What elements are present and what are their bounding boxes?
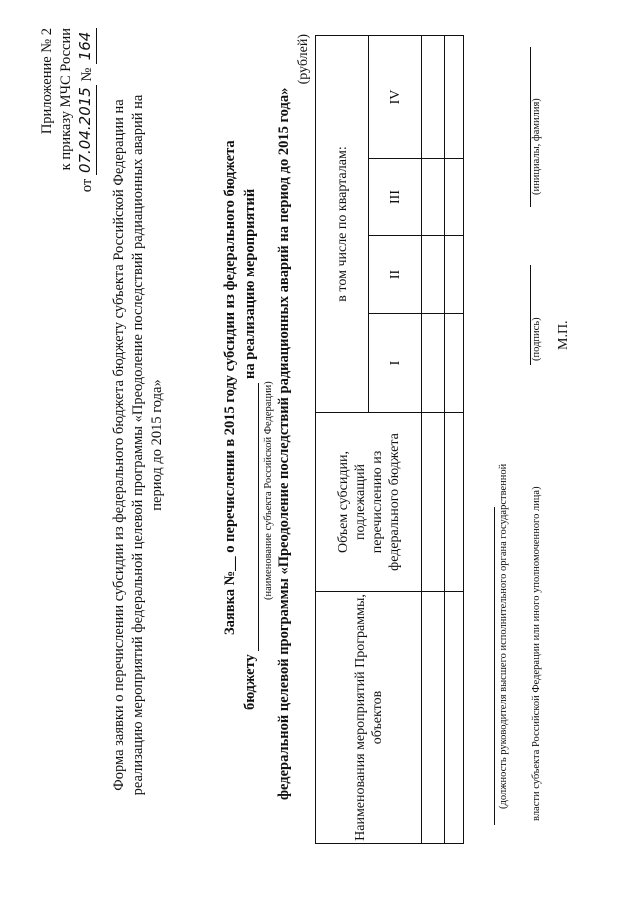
name-caption: (инициалы, фамилия) bbox=[531, 98, 542, 195]
intro-line-2: реализацию мероприятий федеральной целевой программы «Преодоление последствий радиационных аварий на bbox=[130, 94, 146, 796]
order-number: 164 bbox=[76, 31, 94, 61]
table-cell[interactable] bbox=[422, 236, 445, 314]
intro-line-3: период до 2015 года» bbox=[149, 379, 165, 511]
request-title: Заявка №__ о перечислении в 2015 году субсидии из федерального бюджета bbox=[222, 140, 238, 635]
recipient-caption: (наименование субъекта Российской Федерации) bbox=[263, 381, 274, 600]
subsidy-table bbox=[315, 35, 464, 844]
stamp-place: М.П. bbox=[556, 320, 571, 350]
table-cell[interactable] bbox=[422, 159, 445, 236]
table-cell[interactable] bbox=[445, 592, 464, 844]
table-cell[interactable] bbox=[422, 35, 445, 158]
table-cell[interactable] bbox=[445, 413, 464, 592]
recipient-purpose: на реализацию мероприятий bbox=[242, 188, 258, 379]
header-q4: IV bbox=[369, 35, 422, 158]
intro-line-1: Форма заявки о перечислении субсидии из федерального бюджета бюджету субъекта Российской Федерации на bbox=[111, 99, 127, 791]
number-prefix: № bbox=[79, 67, 95, 82]
table-cell[interactable] bbox=[445, 314, 464, 413]
position-line bbox=[494, 507, 495, 825]
header-activities: Наименования мероприятий Программы, объектов bbox=[316, 592, 422, 844]
table-cell[interactable] bbox=[445, 236, 464, 314]
position-caption-2: власти субъекта Российской Федерации или иного уполномоченного лица) bbox=[531, 486, 542, 821]
order-date-line bbox=[76, 28, 97, 192]
order-reference: к приказу МЧС России bbox=[58, 28, 74, 171]
header-subsidy-volume: Объем субсидии, подлежащий перечислению из федерального бюджета bbox=[316, 413, 422, 592]
recipient-blank bbox=[258, 383, 259, 651]
form-intro bbox=[110, 65, 167, 825]
header-q2: II bbox=[369, 236, 422, 314]
table-cell[interactable] bbox=[422, 413, 445, 592]
header-q3: III bbox=[369, 159, 422, 236]
appendix-header bbox=[38, 28, 97, 192]
order-date: 07.04.2015 bbox=[76, 87, 94, 174]
table-cell[interactable] bbox=[445, 35, 464, 158]
table-cell[interactable] bbox=[422, 592, 445, 844]
currency-unit: (рублей) bbox=[296, 34, 311, 85]
signature-caption: (подпись) bbox=[531, 317, 542, 361]
recipient-label: бюджету bbox=[242, 654, 258, 710]
table-cell[interactable] bbox=[422, 314, 445, 413]
request-recipient-line bbox=[242, 189, 259, 710]
position-caption-1: (должность руководителя высшего исполнительного органа государственной bbox=[498, 463, 509, 809]
table-row bbox=[422, 35, 445, 843]
header-q1: I bbox=[369, 314, 422, 413]
date-prefix: от bbox=[79, 178, 95, 193]
appendix-title: Приложение № 2 bbox=[39, 28, 55, 135]
table-cell[interactable] bbox=[445, 159, 464, 236]
header-quarters: в том числе по кварталам: bbox=[316, 35, 369, 412]
program-title: федеральной целевой программы «Преодоление последствий радиационных аварий на период до 2015 года» bbox=[276, 87, 292, 800]
table-row bbox=[445, 35, 464, 843]
